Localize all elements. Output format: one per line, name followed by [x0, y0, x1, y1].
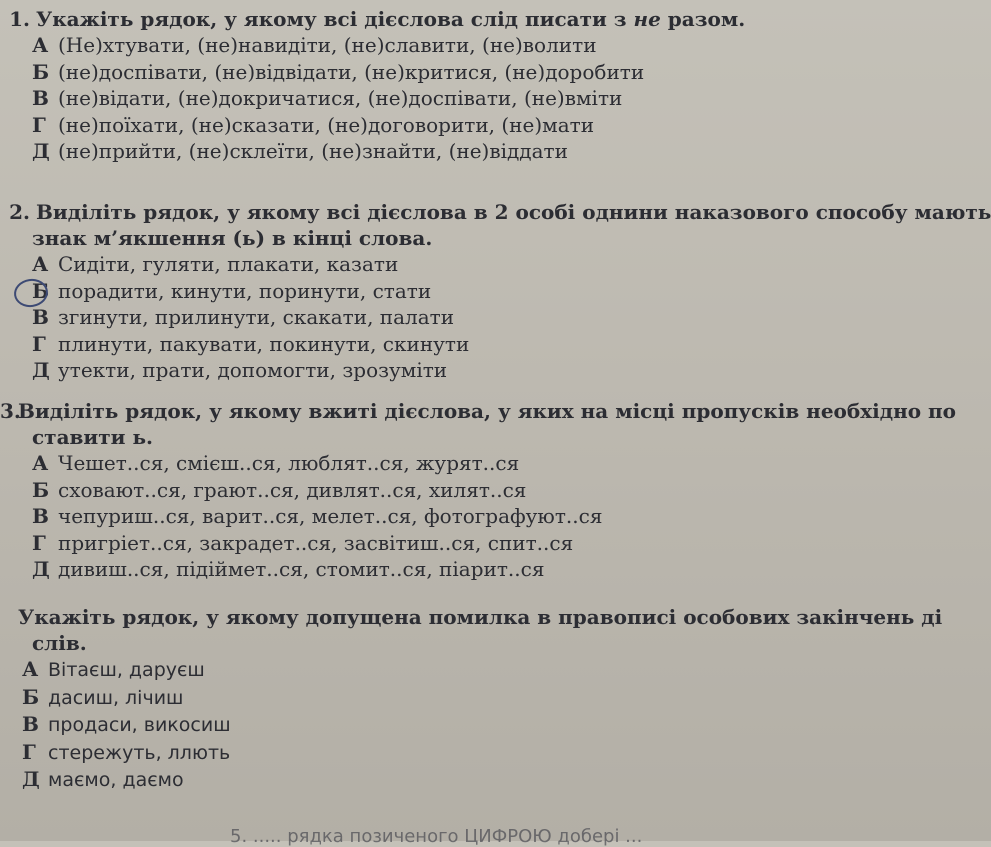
emphasis-ne: не: [633, 7, 661, 31]
question-number: 3.: [0, 399, 21, 423]
option-b[interactable]: Б сховают..ся, грают..ся, дивлят..ся, хилят..ся: [32, 477, 527, 502]
question-1: [0, 6, 890, 165]
option-g[interactable]: Г стережуть, ллють: [22, 739, 231, 764]
question-1-title: 1. Укажіть рядок, у якому всі дієслова слід писати з не разом.: [0, 6, 890, 32]
option-a[interactable]: А Сидіти, гуляти, плакати, казати: [32, 252, 399, 276]
question-number: 1.: [9, 7, 30, 31]
option-b[interactable]: Б дасиш, лічиш: [22, 684, 184, 709]
option-g[interactable]: Г (не)поїхати, (не)сказати, (не)договорити, (не)мати: [32, 112, 595, 137]
question-3-title: 3.Виділіть рядок, у якому вжиті дієслова, у яких на місці пропусків необхідно по: [0, 399, 956, 423]
question-3: [0, 398, 956, 583]
question-4-title: Укажіть рядок, у якому допущена помилка в правописі особових закінчень ді: [18, 605, 943, 629]
option-d[interactable]: Д дивиш..ся, підіймет..ся, стомит..ся, піарит..ся: [32, 557, 545, 581]
option-b[interactable]: Б (не)доспівати, (не)відвідати, (не)критися, (не)доробити: [32, 59, 645, 84]
option-a[interactable]: А Чешет..ся, смієш..ся, люблят..ся, журят..ся: [32, 451, 520, 475]
cut-off-footer-text: 5. ..... рядка позиченого ЦИФРОЮ добері ...: [230, 826, 643, 847]
option-g[interactable]: Г пригріет..ся, закрадет..ся, засвітиш..ся, спит..ся: [32, 530, 574, 555]
option-a[interactable]: А (Не)хтувати, (не)навидіти, (не)славити, (не)волити: [32, 33, 597, 57]
option-g[interactable]: Г плинути, пакувати, покинути, скинути: [32, 331, 470, 356]
question-4-title-cont: слів.: [32, 631, 87, 655]
option-d[interactable]: Д утекти, прати, допомогти, зрозуміти: [32, 358, 448, 382]
option-v[interactable]: В чепуриш..ся, варит..ся, мелет..ся, фотографуют..ся: [32, 504, 603, 528]
question-3-title-cont: ставити ь.: [32, 425, 153, 449]
option-v[interactable]: В продаси, викосиш: [22, 712, 231, 736]
question-2: [0, 199, 991, 384]
option-b-selected[interactable]: Б порадити, кинути, поринути, стати: [0, 278, 890, 305]
question-4: [0, 604, 943, 794]
option-d[interactable]: Д маємо, даємо: [22, 767, 184, 791]
question-number: 2.: [9, 200, 30, 224]
question-2-title-cont: знак м’якшення (ь) в кінці слова.: [32, 226, 433, 250]
option-v[interactable]: В (не)відати, (не)докричатися, (не)доспівати, (не)вміти: [32, 86, 623, 110]
option-a[interactable]: А Вітаєш, даруєш: [22, 657, 205, 681]
option-v[interactable]: В згинути, прилинути, скакати, палати: [32, 305, 455, 329]
question-2-title: 2. Виділіть рядок, у якому всі дієслова в 2 особі однини наказового способу мають: [0, 199, 890, 225]
option-d[interactable]: Д (не)прийти, (не)склеїти, (не)знайти, (не)віддати: [32, 139, 568, 163]
